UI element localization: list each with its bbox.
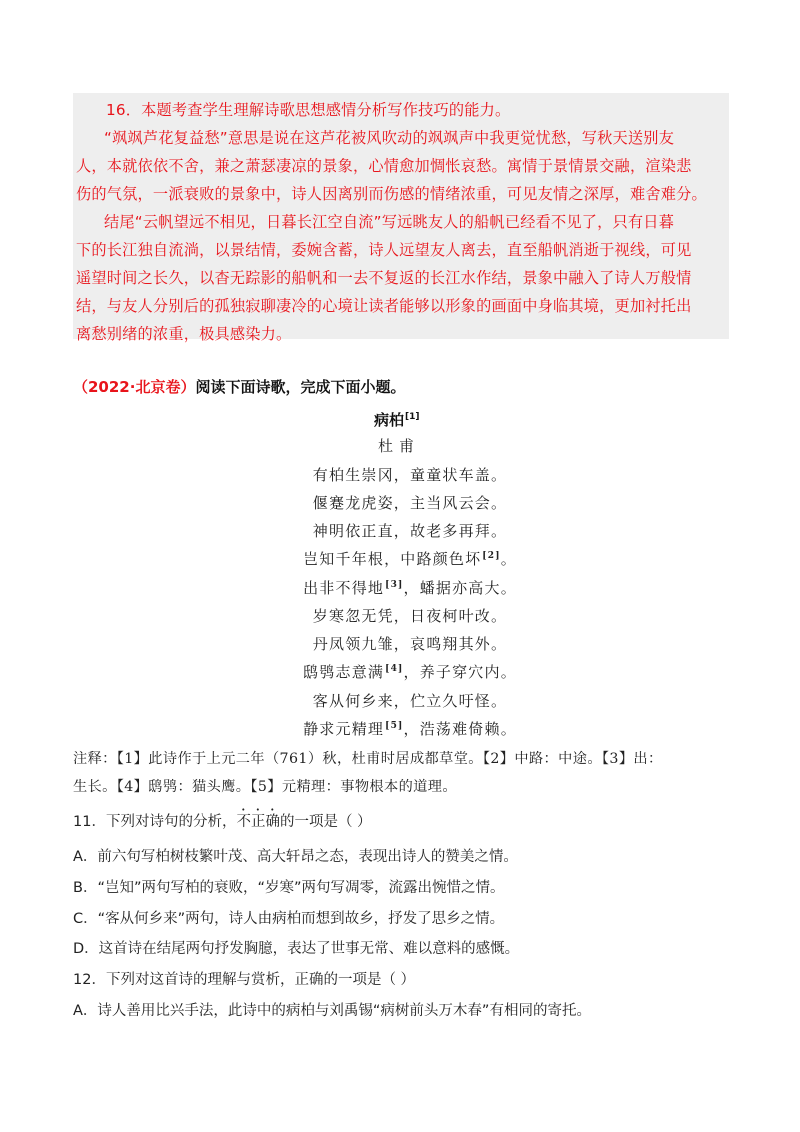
poem-line-text: 鸱鸮志意满 (303, 663, 385, 681)
poem-line: 客从何乡来，伫立久吁怪。 (312, 692, 508, 710)
answer-para2-line: 下的长江独自流淌，以景结情，委婉含蓄，诗人远望友人离去，直至船帆消逝于视线，可见 (76, 241, 692, 259)
poem-line-note: [4] (385, 664, 404, 674)
poem-line-tail: 。 (500, 550, 517, 568)
q11-stem-emphasis: 不正确 (236, 814, 280, 830)
q11-stem-post: 的一项是（ ） (279, 814, 372, 830)
answer-para1-line: 人，本就依依不舍，兼之萧瑟凄凉的景象，心情愈加惆怅哀愁。寓情于景情景交融，渲染悲 (76, 157, 692, 175)
poem-line: 偃蹇龙虎姿，主当风云会。 (312, 494, 508, 512)
q11-option-a: A．前六句写柏树枝繁叶茂、高大轩昂之态，表现出诗人的赞美之情。 (73, 849, 518, 865)
poem-line-text: 静求元精理 (303, 720, 385, 738)
poem-line (290, 548, 530, 569)
poem-title (374, 409, 420, 430)
poem-line: 丹凤领九雏，哀鸣翔其外。 (312, 635, 508, 653)
question-instruction: 阅读下面诗歌，完成下面小题。 (195, 378, 406, 396)
poem-line: 岁寒忽无凭，日夜柯叶改。 (312, 607, 508, 625)
q11-stem-pre: 11．下列对诗句的分析， (73, 814, 237, 830)
poem-line-text: 岂知千年根，中路颜色坏 (303, 550, 482, 568)
poem-line (290, 661, 530, 682)
poem-line-note: [3] (385, 580, 404, 590)
answer-para1-line: 伤的气氛，一派衰败的景象中，诗人因离别而伤感的情绪浓重，可见友情之深厚，难舍难分。 (76, 185, 707, 203)
question-12-stem: 12．下列对这首诗的理解与赏析，正确的一项是（ ） (73, 972, 416, 988)
answer-para2-line: 离愁别绪的浓重，极具感染力。 (76, 325, 292, 343)
poem-line-note: [5] (385, 721, 404, 731)
question-11-stem (73, 806, 372, 831)
poem-title-text: 病柏 (374, 411, 405, 429)
answer-heading: 16．本题考查学生理解诗歌思想感情分析写作技巧的能力。 (106, 101, 511, 119)
annotation-line: 注释：【1】此诗作于上元二年（761）秋，杜甫时居成都草堂。【2】中路：中途。【3】出： (73, 751, 663, 767)
question-intro (73, 376, 405, 397)
poem-line: 神明依正直，故老多再拜。 (312, 522, 508, 540)
question-source: （2022·北京卷） (73, 378, 196, 396)
q11-option-c: C．“客从何乡来”两句，诗人由病柏而想到故乡，抒发了思乡之情。 (73, 911, 505, 927)
poem-line-text: 出非不得地 (303, 579, 385, 597)
poem-line-tail: ，蟠据亦高大。 (403, 579, 517, 597)
poem-line-note: [2] (482, 551, 501, 561)
q12-option-a: A．诗人善用比兴手法，此诗中的病柏与刘禹锡“病树前头万木春”有相同的寄托。 (73, 1003, 591, 1019)
answer-para1-line: “飒飒芦花复益愁”意思是说在这芦花被风吹动的飒飒声中我更觉忧愁，写秋天送别友 (104, 129, 675, 147)
q11-option-d: D．这首诗在结尾两句抒发胸臆，表达了世事无常、难以意料的感慨。 (73, 941, 520, 957)
annotation-line: 生长。【4】鸱鸮：猫头鹰。【5】元精理：事物根本的道理。 (73, 779, 457, 795)
poem-line (290, 718, 530, 739)
poem-line-tail: ，浩荡难倚赖。 (403, 720, 517, 738)
q11-option-b: B．“岂知”两句写柏的衰败，“岁寒”两句写凋零，流露出惋惜之情。 (73, 880, 505, 896)
poem-line (290, 577, 530, 598)
answer-para2-line: 结，与友人分别后的孤独寂聊凄冷的心境让读者能够以形象的画面中身临其境，更加衬托出 (76, 297, 692, 315)
answer-para2-line: 结尾“云帆望远不相见，日暮长江空自流”写远眺友人的船帆已经看不见了，只有日暮 (104, 213, 675, 231)
poem-title-note: [1] (405, 412, 420, 422)
poem-author: 杜甫 (378, 437, 421, 455)
poem-line: 有柏生崇冈，童童状车盖。 (312, 466, 508, 484)
answer-para2-line: 遥望时间之长久，以杳无踪影的船帆和一去不复返的长江水作结，景象中融入了诗人万般情 (76, 269, 692, 287)
poem-line-tail: ，养子穿穴内。 (403, 663, 517, 681)
